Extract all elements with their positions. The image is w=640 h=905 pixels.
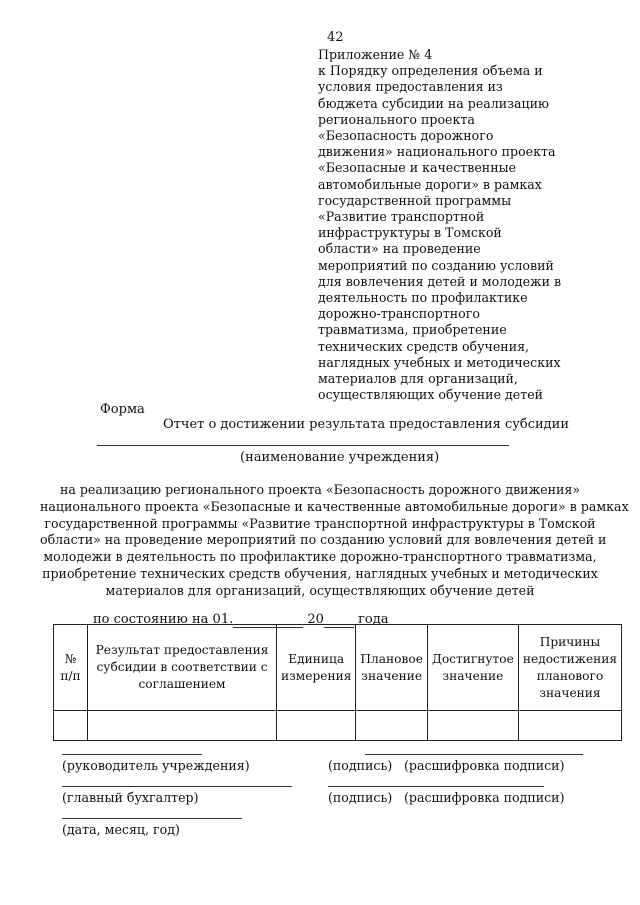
head-decoding-line bbox=[365, 754, 583, 755]
appendix-line: «Безопасные и качественные bbox=[318, 160, 517, 176]
appendix-line: области» на проведение bbox=[318, 241, 481, 257]
table-cell[interactable] bbox=[356, 711, 428, 741]
accountant-decoding-line bbox=[328, 786, 544, 787]
description-line: государственной программы «Развитие транспортной инфраструктуры в Томской bbox=[44, 515, 596, 531]
signature-caption-2: (подпись) bbox=[328, 790, 393, 805]
appendix-line: инфраструктуры в Томской bbox=[318, 225, 502, 241]
appendix-line: дорожно-транспортного bbox=[318, 306, 480, 322]
table-cell[interactable] bbox=[518, 711, 621, 741]
appendix-line: для вовлечения детей и молодежи в bbox=[318, 273, 562, 289]
appendix-line: травматизма, приобретение bbox=[318, 322, 507, 338]
appendix-line: условия предоставления из bbox=[318, 79, 503, 95]
decoding-caption-1: (расшифровка подписи) bbox=[404, 758, 565, 773]
header-planned: Плановое значение bbox=[356, 625, 428, 711]
table-header-row bbox=[54, 625, 622, 711]
table-row bbox=[54, 711, 622, 741]
appendix-line: Приложение № 4 bbox=[318, 47, 433, 62]
appendix-line: деятельность по профилактике bbox=[318, 290, 528, 306]
description-line: на реализацию регионального проекта «Безопасность дорожного движения» bbox=[59, 482, 581, 497]
description-paragraph bbox=[40, 482, 629, 600]
table-cell[interactable] bbox=[277, 711, 356, 741]
appendix-line: материалов для организаций, bbox=[318, 371, 518, 387]
result-table bbox=[53, 624, 622, 741]
date-caption: (дата, месяц, год) bbox=[62, 822, 180, 837]
result-table-container bbox=[53, 624, 622, 741]
appendix-line: осуществляющих обучение детей bbox=[318, 387, 544, 403]
header-achieved: Достигнутое значение bbox=[427, 625, 518, 711]
table-cell[interactable] bbox=[88, 711, 277, 741]
appendix-line: «Развитие транспортной bbox=[318, 209, 485, 225]
appendix-line: регионального проекта bbox=[318, 111, 475, 127]
appendix-line: бюджета субсидии на реализацию bbox=[318, 95, 550, 111]
table-cell[interactable] bbox=[54, 711, 88, 741]
year-prefix: 20 bbox=[307, 612, 324, 627]
appendix-line: движения» национального проекта bbox=[318, 144, 556, 160]
header-result: Результат предоставления субсидии в соответствии с соглашением bbox=[88, 625, 277, 711]
description-line: национального проекта «Безопасные и качественные автомобильные дороги» в рамках bbox=[40, 498, 629, 514]
appendix-line: к Порядку определения объема и bbox=[318, 63, 543, 79]
organization-name-line bbox=[97, 445, 509, 446]
report-title: Отчет о достижении результата предоставления субсидии bbox=[163, 417, 569, 432]
appendix-line: государственной программы bbox=[318, 192, 512, 208]
page-number: 42 bbox=[327, 30, 344, 45]
appendix-header bbox=[318, 47, 562, 403]
header-number: № п/п bbox=[54, 625, 88, 711]
accountant-signature-line bbox=[62, 786, 292, 787]
appendix-line: технических средств обучения, bbox=[318, 338, 530, 354]
accountant-caption: (главный бухгалтер) bbox=[62, 790, 199, 805]
appendix-line: «Безопасность дорожного bbox=[318, 128, 494, 144]
description-line: молодежи в деятельность по профилактике дорожно-транспортного травматизма, bbox=[43, 549, 597, 565]
year-suffix: года bbox=[358, 612, 389, 627]
date-signature-line bbox=[62, 818, 242, 819]
description-line: области» на проведение мероприятий по созданию условий для вовлечения детей и bbox=[40, 532, 607, 548]
appendix-line: автомобильные дороги» в рамках bbox=[318, 176, 542, 192]
table-cell[interactable] bbox=[427, 711, 518, 741]
head-caption: (руководитель учреждения) bbox=[62, 758, 250, 773]
header-unit: Единица измерения bbox=[277, 625, 356, 711]
form-label: Форма bbox=[100, 402, 145, 417]
organization-caption: (наименование учреждения) bbox=[240, 450, 440, 465]
description-line: материалов для организаций, осуществляющих обучение детей bbox=[105, 582, 535, 598]
date-prefix: по состоянию на 01. bbox=[93, 612, 234, 627]
signature-caption-1: (подпись) bbox=[328, 758, 393, 773]
appendix-line: мероприятий по созданию условий bbox=[318, 257, 554, 273]
head-signature-line bbox=[62, 754, 202, 755]
appendix-line: наглядных учебных и методических bbox=[318, 354, 561, 370]
header-reasons: Причины недостижения планового значения bbox=[518, 625, 621, 711]
description-line: приобретение технических средств обучения, наглядных учебных и методических bbox=[42, 565, 598, 581]
decoding-caption-2: (расшифровка подписи) bbox=[404, 790, 565, 805]
